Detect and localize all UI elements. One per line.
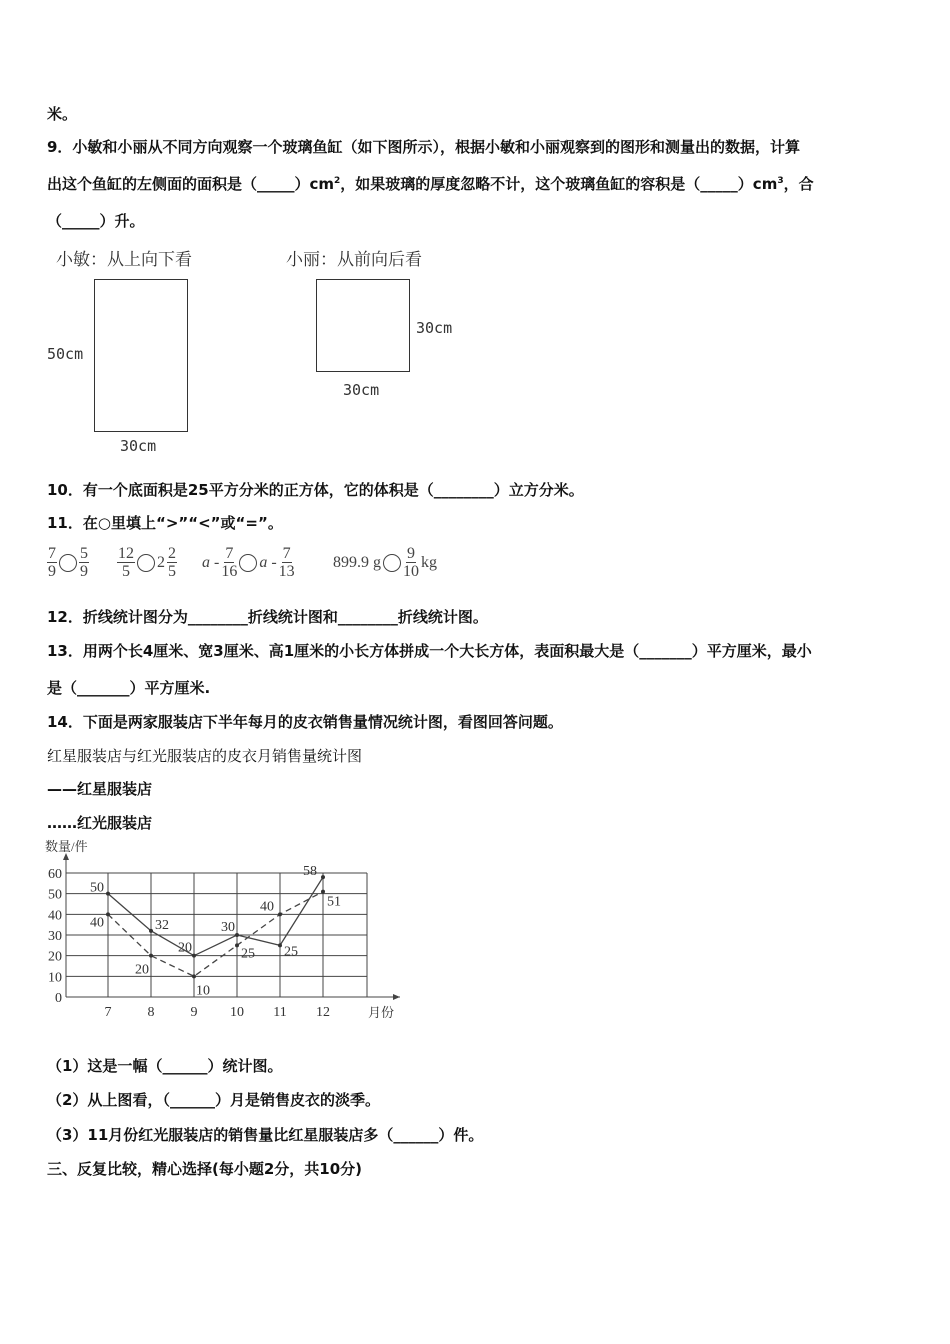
x-tick-label: 11 (273, 1005, 287, 1020)
question-9-line3: （_____）升。 (47, 212, 145, 230)
front-view-width: 30cm (343, 381, 380, 399)
xiaoli-view-title: 小丽：从前向后看 (286, 250, 422, 270)
x-tick-label: 8 (147, 1005, 155, 1020)
xiaomin-view-title: 小敏：从上向下看 (56, 250, 192, 270)
answer-circle[interactable] (383, 554, 401, 572)
data-label: 10 (196, 983, 210, 999)
data-label: 40 (260, 899, 274, 915)
data-point (149, 929, 153, 933)
x-axis-label: 月份 (368, 1005, 395, 1020)
data-label: 25 (284, 944, 298, 960)
data-point (192, 954, 196, 958)
y-axis-label: 数量/件 (45, 839, 88, 854)
question-11: 11．在○里填上“>”“<”或“=”。 (47, 514, 283, 532)
compare-item-3: a - 7 16 a - 7 13 (202, 545, 295, 580)
sub-question-1: （1）这是一幅（______）统计图。 (47, 1057, 283, 1075)
data-point (321, 890, 325, 894)
data-label: 32 (155, 917, 169, 933)
data-point (106, 892, 110, 896)
x-tick-label: 10 (230, 1005, 244, 1020)
question-12: 12．折线统计图分为________折线统计图和________折线统计图。 (47, 608, 488, 626)
compare-item-2: 12 5 2 2 5 (118, 545, 176, 580)
data-point (149, 954, 153, 958)
answer-circle[interactable] (59, 554, 77, 572)
text: ，如果玻璃的厚度忽略不计，这个玻璃鱼缸的容积是（_____）cm (340, 175, 778, 193)
front-view-square (316, 279, 410, 372)
data-point (235, 943, 239, 947)
top-view-rectangle (94, 279, 188, 432)
x-axis-arrow (393, 994, 400, 1000)
front-view-height: 30cm (416, 319, 453, 337)
question-9-line2 (47, 173, 814, 194)
x-tick-label: 12 (316, 1005, 330, 1020)
answer-circle[interactable] (137, 554, 155, 572)
y-tick-label: 20 (48, 949, 62, 965)
data-point (278, 912, 282, 916)
y-tick-label: 50 (48, 887, 62, 903)
sub-question-3: （3）11月份红光服装店的销售量比红星服装店多（______）件。 (47, 1126, 484, 1144)
sub-question-2: （2）从上图看，（______）月是销售皮衣的淡季。 (47, 1091, 380, 1109)
data-point (321, 875, 325, 879)
data-label: 51 (327, 894, 341, 910)
data-point (235, 933, 239, 937)
data-label: 58 (303, 864, 317, 880)
question-13-line1: 13．用两个长4厘米、宽3厘米、高1厘米的小长方体拼成一个大长方体，表面积最大是（_______）平方厘米，最小 (47, 642, 812, 660)
data-point (106, 912, 110, 916)
y-tick-label: 10 (48, 970, 62, 986)
answer-circle[interactable] (239, 554, 257, 572)
y-tick-label: 30 (48, 929, 62, 944)
chart-title: 红星服装店与红光服装店的皮衣月销售量统计图 (47, 747, 363, 765)
legend-solid: ——红星服装店 (47, 780, 153, 798)
data-label: 25 (241, 946, 255, 962)
data-label: 20 (178, 940, 192, 956)
sup: 3 (777, 176, 784, 186)
question-9-line1: 9．小敏和小丽从不同方向观察一个玻璃鱼缸（如下图所示），根据小敏和小丽观察到的图形和测量出的数据，计算 (47, 138, 800, 156)
data-point (278, 943, 282, 947)
x-tick-label: 7 (104, 1005, 112, 1020)
question-10: 10．有一个底面积是25平方分米的正方体，它的体积是（________）立方分米。 (47, 481, 584, 499)
question-13-line2: 是（_______）平方厘米. (47, 679, 211, 697)
data-label: 40 (90, 915, 104, 931)
y-tick-label: 40 (48, 908, 62, 924)
data-point (192, 974, 196, 978)
top-view-width: 30cm (120, 437, 157, 455)
compare-item-4: 899.9 g 9 10 kg (333, 545, 437, 580)
text: 出这个鱼缸的左侧面的面积是（_____）cm (47, 175, 335, 193)
data-label: 50 (90, 880, 104, 896)
line-chart (0, 835, 420, 1025)
x-tick-label: 9 (190, 1005, 198, 1020)
sup: 2 (334, 176, 341, 186)
y-tick-label: 0 (55, 991, 62, 1006)
legend-dashed: ……红光服装店 (47, 814, 153, 832)
text-line: 米。 (47, 105, 78, 123)
compare-item-1: 7 9 5 9 (48, 545, 88, 580)
data-label: 20 (135, 962, 149, 978)
text: ，合 (783, 175, 814, 193)
section-3-heading: 三、反复比较，精心选择(每小题2分，共10分) (47, 1160, 363, 1178)
y-axis-arrow (63, 853, 69, 860)
question-14: 14．下面是两家服装店下半年每月的皮衣销售量情况统计图，看图回答问题。 (47, 713, 563, 731)
data-label: 30 (221, 920, 235, 935)
top-view-height: 50cm (47, 345, 84, 363)
y-tick-label: 60 (48, 867, 62, 882)
